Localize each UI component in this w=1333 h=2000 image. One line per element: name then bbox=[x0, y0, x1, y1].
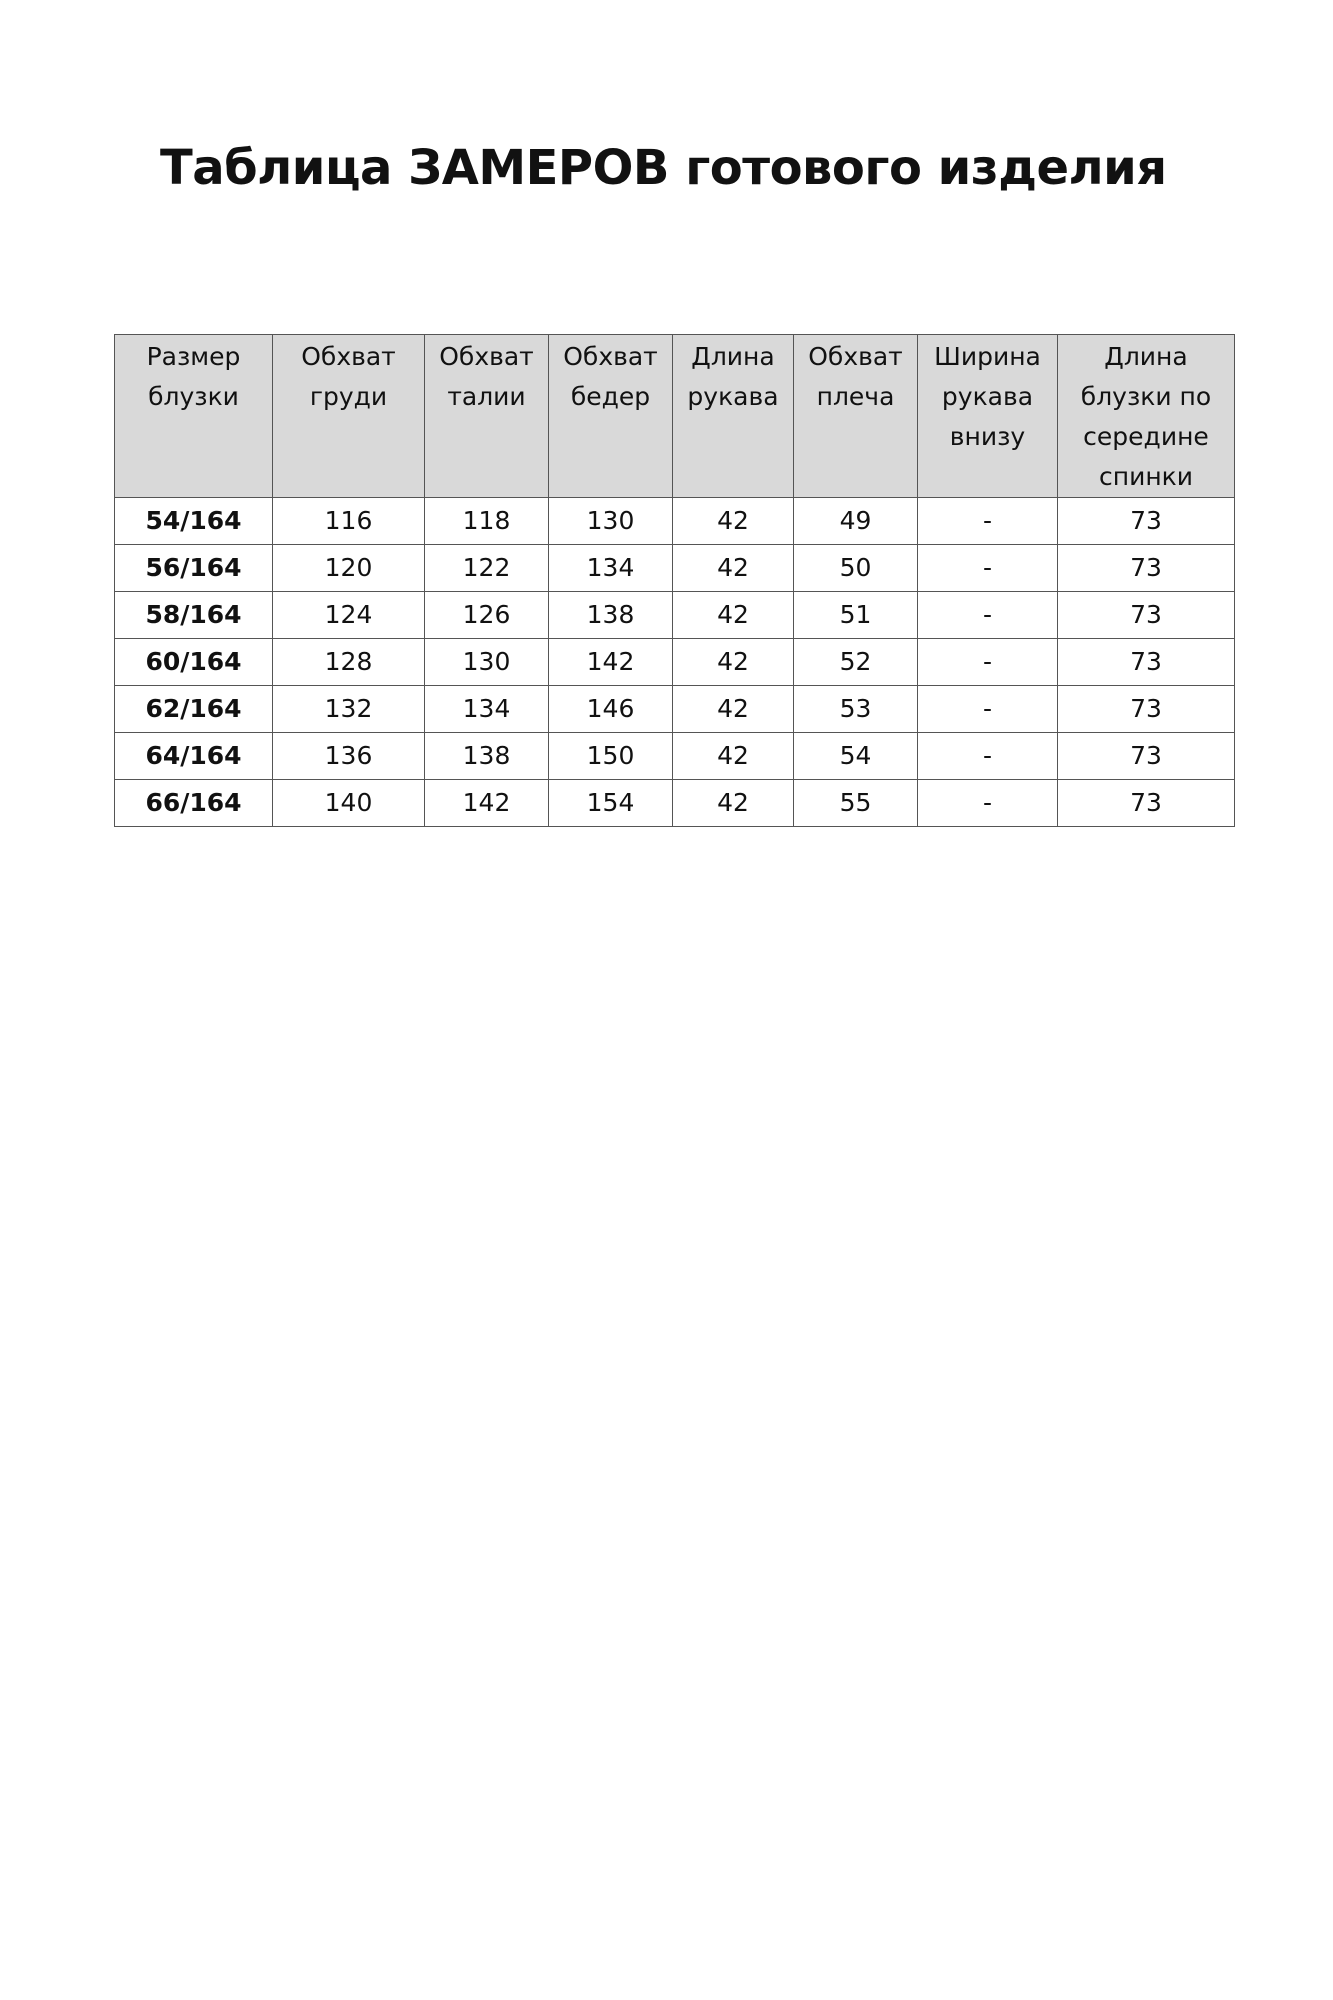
back-length-cell: 73 bbox=[1058, 592, 1235, 639]
page-title: Таблица ЗАМЕРОВ готового изделия bbox=[160, 140, 1167, 196]
hips-cell: 142 bbox=[549, 639, 673, 686]
back-length-cell: 73 bbox=[1058, 686, 1235, 733]
table-body bbox=[115, 498, 1235, 827]
table-header bbox=[115, 335, 1235, 498]
sleeve-length-cell: 42 bbox=[673, 639, 794, 686]
chest-cell: 124 bbox=[273, 592, 425, 639]
header-line: плеча bbox=[816, 382, 895, 411]
sleeve-bottom-width-cell: - bbox=[918, 592, 1058, 639]
hips-cell: 150 bbox=[549, 733, 673, 780]
header-line: Обхват bbox=[808, 342, 903, 371]
header-shoulder bbox=[794, 335, 918, 498]
back-length-cell: 73 bbox=[1058, 733, 1235, 780]
header-line: Размер bbox=[146, 342, 241, 371]
waist-cell: 138 bbox=[425, 733, 549, 780]
shoulder-cell: 52 bbox=[794, 639, 918, 686]
sleeve-length-cell: 42 bbox=[673, 545, 794, 592]
back-length-cell: 73 bbox=[1058, 498, 1235, 545]
table-row bbox=[115, 639, 1235, 686]
table-row bbox=[115, 780, 1235, 827]
header-line: рукава bbox=[687, 382, 779, 411]
header-hips bbox=[549, 335, 673, 498]
waist-cell: 134 bbox=[425, 686, 549, 733]
size-cell: 54/164 bbox=[115, 498, 273, 545]
header-line: талии bbox=[447, 382, 526, 411]
size-cell: 66/164 bbox=[115, 780, 273, 827]
shoulder-cell: 55 bbox=[794, 780, 918, 827]
table-row bbox=[115, 686, 1235, 733]
header-line: середине bbox=[1083, 422, 1209, 451]
back-length-cell: 73 bbox=[1058, 780, 1235, 827]
sleeve-bottom-width-cell: - bbox=[918, 686, 1058, 733]
header-sleeve-bottom-width bbox=[918, 335, 1058, 498]
table-row bbox=[115, 733, 1235, 780]
hips-cell: 146 bbox=[549, 686, 673, 733]
sleeve-bottom-width-cell: - bbox=[918, 780, 1058, 827]
chest-cell: 140 bbox=[273, 780, 425, 827]
waist-cell: 122 bbox=[425, 545, 549, 592]
shoulder-cell: 49 bbox=[794, 498, 918, 545]
header-row bbox=[115, 335, 1235, 498]
header-line: Обхват bbox=[301, 342, 396, 371]
chest-cell: 116 bbox=[273, 498, 425, 545]
header-line: Обхват bbox=[439, 342, 534, 371]
waist-cell: 130 bbox=[425, 639, 549, 686]
header-line: рукава bbox=[941, 382, 1034, 411]
shoulder-cell: 50 bbox=[794, 545, 918, 592]
table-row bbox=[115, 498, 1235, 545]
size-cell: 56/164 bbox=[115, 545, 273, 592]
header-line: блузки по bbox=[1080, 382, 1212, 411]
shoulder-cell: 54 bbox=[794, 733, 918, 780]
sleeve-length-cell: 42 bbox=[673, 780, 794, 827]
table-row bbox=[115, 545, 1235, 592]
header-back-length bbox=[1058, 335, 1235, 498]
size-cell: 64/164 bbox=[115, 733, 273, 780]
header-line: внизу bbox=[949, 422, 1026, 451]
table-row bbox=[115, 592, 1235, 639]
header-size bbox=[115, 335, 273, 498]
chest-cell: 128 bbox=[273, 639, 425, 686]
sleeve-length-cell: 42 bbox=[673, 498, 794, 545]
size-cell: 58/164 bbox=[115, 592, 273, 639]
sleeve-bottom-width-cell: - bbox=[918, 498, 1058, 545]
header-line: спинки bbox=[1098, 462, 1194, 491]
hips-cell: 134 bbox=[549, 545, 673, 592]
chest-cell: 136 bbox=[273, 733, 425, 780]
header-line: бедер bbox=[570, 382, 651, 411]
back-length-cell: 73 bbox=[1058, 639, 1235, 686]
shoulder-cell: 51 bbox=[794, 592, 918, 639]
hips-cell: 138 bbox=[549, 592, 673, 639]
header-line: Ширина bbox=[934, 342, 1041, 371]
back-length-cell: 73 bbox=[1058, 545, 1235, 592]
header-line: Длина bbox=[691, 342, 775, 371]
header-line: Обхват bbox=[563, 342, 658, 371]
hips-cell: 130 bbox=[549, 498, 673, 545]
chest-cell: 120 bbox=[273, 545, 425, 592]
sleeve-bottom-width-cell: - bbox=[918, 639, 1058, 686]
size-cell: 62/164 bbox=[115, 686, 273, 733]
header-chest bbox=[273, 335, 425, 498]
sleeve-bottom-width-cell: - bbox=[918, 733, 1058, 780]
waist-cell: 126 bbox=[425, 592, 549, 639]
waist-cell: 118 bbox=[425, 498, 549, 545]
sleeve-length-cell: 42 bbox=[673, 733, 794, 780]
size-cell: 60/164 bbox=[115, 639, 273, 686]
shoulder-cell: 53 bbox=[794, 686, 918, 733]
chest-cell: 132 bbox=[273, 686, 425, 733]
sleeve-length-cell: 42 bbox=[673, 592, 794, 639]
header-line: Длина bbox=[1104, 342, 1188, 371]
header-sleeve-length bbox=[673, 335, 794, 498]
header-line: груди bbox=[309, 382, 388, 411]
sleeve-bottom-width-cell: - bbox=[918, 545, 1058, 592]
size-measurements-table bbox=[114, 334, 1235, 827]
waist-cell: 142 bbox=[425, 780, 549, 827]
header-waist bbox=[425, 335, 549, 498]
sleeve-length-cell: 42 bbox=[673, 686, 794, 733]
header-line: блузки bbox=[148, 382, 239, 411]
hips-cell: 154 bbox=[549, 780, 673, 827]
